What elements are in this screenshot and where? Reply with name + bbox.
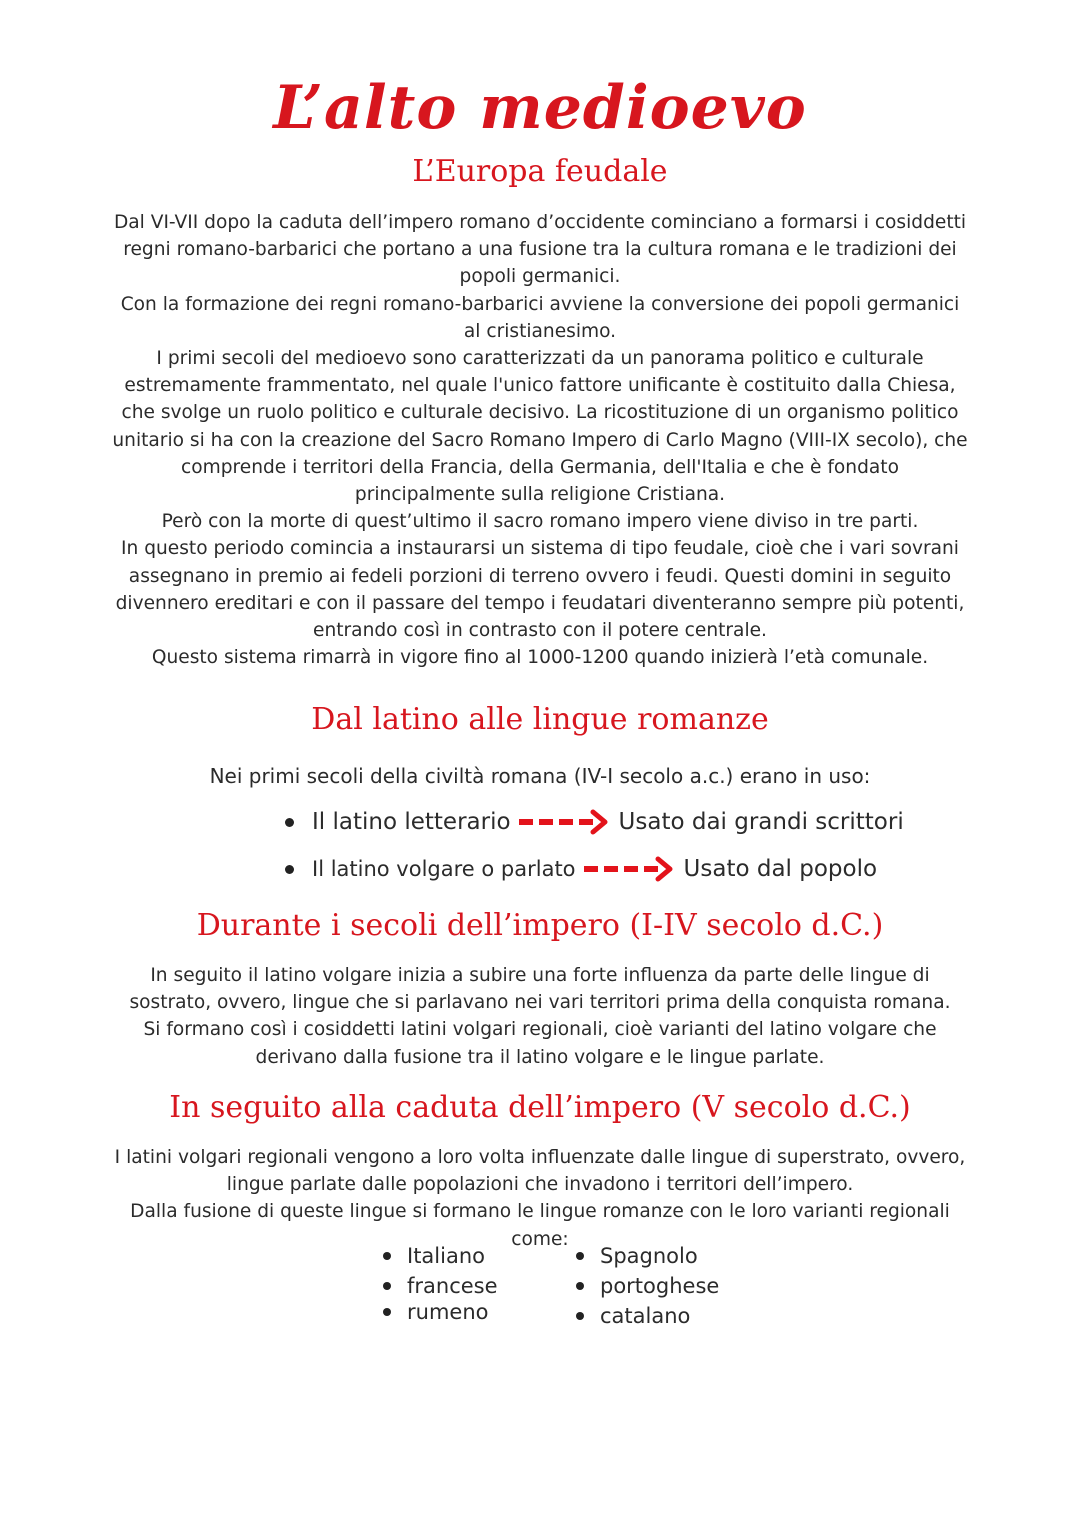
paragraph: Dal VI-VII dopo la caduta dell’impero romano d’occidente cominciano a formarsi i cosiddetti regni romano-barbarici che portano a una fusione tra la cultura romana e le tradizioni dei popoli germanici. xyxy=(113,212,967,288)
bullet-icon xyxy=(576,1282,584,1290)
language-label: rumeno xyxy=(407,1300,489,1324)
list-item-description: Usato dai grandi scrittori xyxy=(618,809,904,835)
dashed-arrow-icon xyxy=(584,856,676,882)
paragraph: In seguito il latino volgare inizia a subire una forte influenza da parte delle lingue di sostrato, ovvero, lingue che si parlavano nei vari territori prima della conquista romana. xyxy=(129,965,951,1014)
list-item-label: Il latino volgare o parlato xyxy=(312,857,576,881)
dashed-arrow-icon xyxy=(519,809,611,835)
paragraph: I latini volgari regionali vengono a loro volta influenzate dalle lingue di superstrato, ovvero, lingue parlate dalle popolazioni che invadono i territori dell’impero. xyxy=(114,1147,966,1196)
list-item-description: Usato dal popolo xyxy=(683,856,878,882)
bullet-icon xyxy=(383,1252,391,1260)
section-heading-europa-feudale: L’Europa feudale xyxy=(412,154,668,189)
paragraph: I primi secoli del medioevo sono caratterizzati da un panorama politico e culturale estremamente frammentato, nel quale l'unico fattore unificante è costituito dalla Chiesa, che svolge un ruolo politico e culturale decisivo. La ricostituzione di un organismo politico unitario si ha con la creazione del Sacro Romano Impero di Carlo Magno (VIII-IX secolo), che comprende i territori della Francia, della Germania, dell'Italia e che è fondato principalmente sulla religione Cristiana. xyxy=(112,348,968,506)
bullet-icon xyxy=(285,818,294,827)
paragraph: Con la formazione dei regni romano-barbarici avviene la conversione dei popoli germanici al cristianesimo. xyxy=(120,293,960,342)
language-label: catalano xyxy=(600,1304,691,1328)
list-item-label: Il latino letterario xyxy=(312,809,511,835)
language-label: portoghese xyxy=(600,1274,720,1298)
language-label: Italiano xyxy=(407,1244,485,1268)
bullet-icon xyxy=(576,1252,584,1260)
section3-body xyxy=(110,962,970,1071)
paragraph: Dalla fusione di queste lingue si formano le lingue romanze con le loro varianti regionali come: xyxy=(130,1201,950,1250)
list-item xyxy=(285,852,877,886)
bullet-icon xyxy=(383,1282,391,1290)
language-item xyxy=(383,1297,488,1327)
page-title: L’alto medioevo xyxy=(273,73,807,143)
section-heading-lingue-romanze: Dal latino alle lingue romanze xyxy=(311,702,769,737)
language-item xyxy=(576,1301,690,1331)
language-item xyxy=(576,1241,698,1271)
language-label: francese xyxy=(407,1274,498,1298)
section1-body xyxy=(110,209,970,671)
bullet-icon xyxy=(576,1312,584,1320)
list-item xyxy=(285,805,904,839)
section2-intro: Nei primi secoli della civiltà romana (IV-I secolo a.c.) erano in uso: xyxy=(209,764,871,788)
section4-body xyxy=(100,1144,980,1253)
bullet-icon xyxy=(285,865,294,874)
paragraph: Questo sistema rimarrà in vigore fino al 1000-1200 quando inizierà l’età comunale. xyxy=(151,647,929,669)
language-label: Spagnolo xyxy=(600,1244,698,1268)
section-heading-secoli-impero: Durante i secoli dell’impero (I-IV secolo d.C.) xyxy=(196,908,884,943)
bullet-icon xyxy=(383,1308,391,1316)
paragraph: Però con la morte di quest’ultimo il sacro romano impero viene diviso in tre parti. xyxy=(161,511,919,533)
language-item xyxy=(576,1271,719,1301)
section-heading-caduta-impero: In seguito alla caduta dell’impero (V secolo d.C.) xyxy=(169,1090,911,1125)
paragraph: Si formano così i cosiddetti latini volgari regionali, cioè varianti del latino volgare che derivano dalla fusione tra il latino volgare e le lingue parlate. xyxy=(143,1019,937,1068)
paragraph: In questo periodo comincia a instaurarsi un sistema di tipo feudale, cioè che i vari sovrani assegnano in premio ai fedeli porzioni di terreno ovvero i feudi. Questi domini in seguito divennero ereditari e con il passare del tempo i feudatari diventeranno sempre più potenti, entrando così in contrasto con il potere centrale. xyxy=(115,538,965,642)
language-item xyxy=(383,1241,485,1271)
